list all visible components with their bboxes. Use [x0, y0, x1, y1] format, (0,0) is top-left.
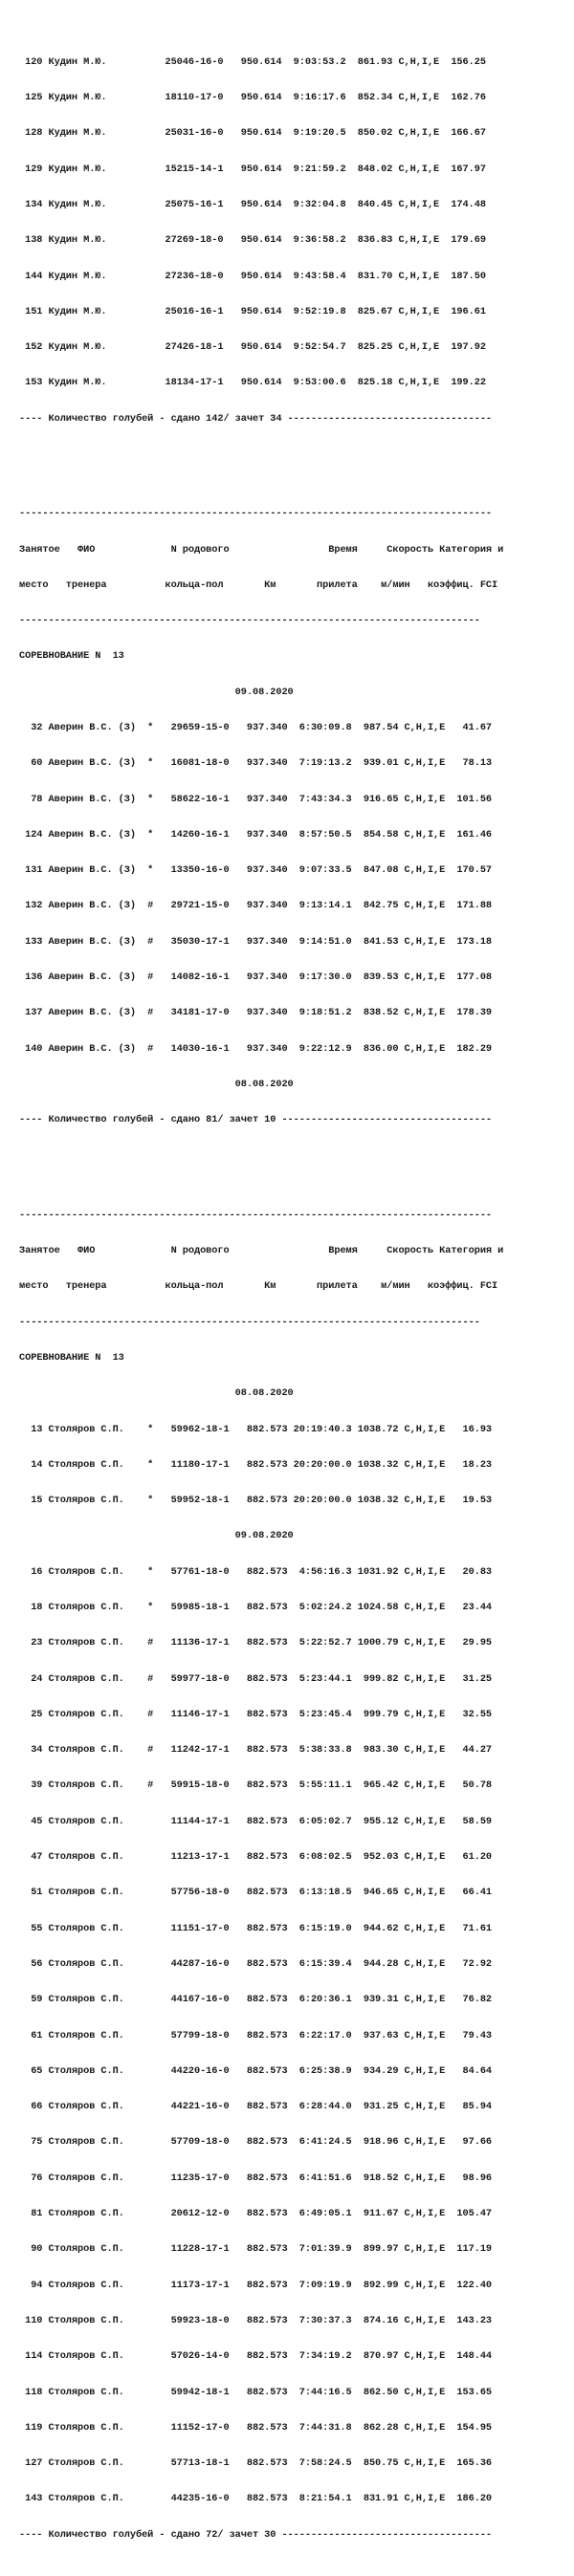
table-row: 47 Столяров С.П. 11213-17-1 882.573 6:08:02.5 952.03 C,H,I,E 61.20 [19, 1851, 493, 1864]
date-line: 09.08.2020 [19, 1530, 294, 1542]
table-row: 39 Столяров С.П. # 59915-18-0 882.573 5:55:11.1 965.42 C,H,I,E 50.78 [19, 1779, 493, 1792]
table-row: 114 Столяров С.П. 57026-14-0 882.573 7:34:19.2 870.97 C,H,I,E 148.44 [19, 2350, 493, 2363]
table-row: 23 Столяров С.П. # 11136-17-1 882.573 5:22:52.7 1000.79 C,H,I,E 29.95 [19, 1637, 493, 1649]
column-header-line-2: место тренера кольца-пол Км прилета м/мин коэффиц. FCI [19, 1280, 498, 1293]
table-row: 16 Столяров С.П. * 57761-18-0 882.573 4:56:16.3 1031.92 C,H,I,E 20.83 [19, 1565, 493, 1578]
table-row: 13 Столяров С.П. * 59962-18-1 882.573 20:19:40.3 1038.72 C,H,I,E 16.93 [19, 1423, 493, 1435]
block-stolyarov [19, 1186, 503, 2565]
table-row: 18 Столяров С.П. * 59985-18-1 882.573 5:02:24.2 1024.58 C,H,I,E 23.44 [19, 1602, 493, 1613]
table-row: 110 Столяров С.П. 59923-18-0 882.573 7:30:37.3 874.16 C,H,I,E 143.23 [19, 2314, 493, 2326]
table-row: 32 Аверин В.С. (З) * 29659-15-0 937.340 6:30:09.8 987.54 C,H,I,E 41.67 [19, 721, 493, 733]
table-row: 140 Аверин В.С. (З) # 14030-16-1 937.340 9:22:12.9 836.00 C,H,I,E 182.29 [19, 1042, 493, 1055]
table-row: 133 Аверин В.С. (З) # 35030-17-1 937.340 9:14:51.0 841.53 C,H,I,E 173.18 [19, 935, 493, 948]
table-row: 14 Столяров С.П. * 11180-17-1 882.573 20:20:00.0 1038.32 C,H,I,E 18.23 [19, 1458, 493, 1471]
table-row: 25 Столяров С.П. # 11146-17-1 882.573 5:23:45.4 999.79 C,H,I,E 32.55 [19, 1708, 493, 1720]
table-row: 131 Аверин В.С. (З) * 13350-16-0 937.340 9:07:33.5 847.08 C,H,I,E 170.57 [19, 864, 493, 877]
table-row: 152 Кудин М.Ю. 27426-18-1 950.614 9:52:54.7 825.25 C,H,I,E 197.92 [19, 341, 486, 354]
table-row: 125 Кудин М.Ю. 18110-17-0 950.614 9:16:17.6 852.34 C,H,I,E 162.76 [19, 92, 486, 104]
results-page [19, 9, 503, 2576]
table-row: 61 Столяров С.П. 57799-18-0 882.573 6:22:17.0 937.63 C,H,I,E 79.43 [19, 2029, 493, 2041]
table-row: 55 Столяров С.П. 11151-17-0 882.573 6:15:19.0 944.62 C,H,I,E 71.61 [19, 1922, 493, 1934]
table-row: 66 Столяров С.П. 44221-16-0 882.573 6:28:44.0 931.25 C,H,I,E 85.94 [19, 2101, 493, 2113]
column-header-line-2: место тренера кольца-пол Км прилета м/мин коэффиц. FCI [19, 579, 498, 591]
summary-line: ---- Количество голубей - сдано 142/ зачет 34 ----------------------------------- [19, 412, 493, 425]
table-row: 24 Столяров С.П. # 59977-18-0 882.573 5:23:44.1 999.82 C,H,I,E 31.25 [19, 1672, 493, 1685]
table-row: 128 Кудин М.Ю. 25031-16-0 950.614 9:19:20.5 850.02 C,H,I,E 166.67 [19, 127, 486, 140]
table-row: 60 Аверин В.С. (З) * 16081-18-0 937.340 7:19:13.2 939.01 C,H,I,E 78.13 [19, 757, 493, 770]
table-row: 151 Кудин М.Ю. 25016-16-1 950.614 9:52:19.8 825.67 C,H,I,E 196.61 [19, 305, 486, 317]
table-row: 65 Столяров С.П. 44220-16-0 882.573 6:25:38.9 934.29 C,H,I,E 84.64 [19, 2064, 493, 2077]
competition-title: СОРЕВНОВАНИЕ N 13 [19, 1351, 124, 1364]
column-header-line-1: Занятое ФИО N родового Время Скорость Категория и [19, 543, 504, 556]
table-row: 59 Столяров С.П. 44167-16-0 882.573 6:20:36.1 939.31 C,H,I,E 76.82 [19, 1994, 493, 2006]
table-row: 34 Столяров С.П. # 11242-17-1 882.573 5:38:33.8 983.30 C,H,I,E 44.27 [19, 1744, 493, 1757]
table-row: 137 Аверин В.С. (З) # 34181-17-0 937.340 9:18:51.2 838.52 C,H,I,E 178.39 [19, 1007, 493, 1019]
table-row: 118 Столяров С.П. 59942-18-1 882.573 7:44:16.5 862.50 C,H,I,E 153.65 [19, 2386, 493, 2398]
date-line: 09.08.2020 [19, 686, 294, 698]
summary-line: ---- Количество голубей - сдано 81/ зачет 10 ------------------------------------ [19, 1114, 493, 1126]
date-line: 08.08.2020 [19, 1387, 294, 1400]
table-row: 75 Столяров С.П. 57709-18-0 882.573 6:41:24.5 918.96 C,H,I,E 97.66 [19, 2136, 493, 2149]
separator-line: --------------------------------------------------------------------------------- [19, 508, 493, 520]
block-averin [19, 484, 503, 1149]
table-row: 134 Кудин М.Ю. 25075-16-1 950.614 9:32:04.8 840.45 C,H,I,E 174.48 [19, 198, 486, 210]
table-row: 15 Столяров С.П. * 59952-18-1 882.573 20:20:00.0 1038.32 C,H,I,E 19.53 [19, 1495, 493, 1507]
table-row: 153 Кудин М.Ю. 18134-17-1 950.614 9:53:00.6 825.18 C,H,I,E 199.22 [19, 377, 486, 389]
table-row: 132 Аверин В.С. (З) # 29721-15-0 937.340 9:13:14.1 842.75 C,H,I,E 171.88 [19, 900, 493, 912]
table-row: 136 Аверин В.С. (З) # 14082-16-1 937.340 9:17:30.0 839.53 C,H,I,E 177.08 [19, 971, 493, 984]
table-row: 94 Столяров С.П. 11173-17-1 882.573 7:09:19.9 892.99 C,H,I,E 122.40 [19, 2279, 493, 2291]
header-rule: ------------------------------------------------------------------------------- [19, 1316, 480, 1328]
table-row: 144 Кудин М.Ю. 27236-18-0 950.614 9:43:58.4 831.70 C,H,I,E 187.50 [19, 270, 486, 282]
table-row: 76 Столяров С.П. 11235-17-0 882.573 6:41:51.6 918.52 C,H,I,E 98.96 [19, 2172, 493, 2184]
table-row: 45 Столяров С.П. 11144-17-1 882.573 6:05:02.7 955.12 C,H,I,E 58.59 [19, 1815, 493, 1827]
separator-line: --------------------------------------------------------------------------------- [19, 1209, 493, 1221]
table-row: 56 Столяров С.П. 44287-16-0 882.573 6:15:39.4 944.28 C,H,I,E 72.92 [19, 1957, 493, 1970]
table-row: 138 Кудин М.Ю. 27269-18-0 950.614 9:36:58.2 836.83 C,H,I,E 179.69 [19, 234, 486, 247]
date-line: 08.08.2020 [19, 1078, 294, 1090]
table-row: 51 Столяров С.П. 57756-18-0 882.573 6:13:18.5 946.65 C,H,I,E 66.41 [19, 1887, 493, 1899]
table-row: 78 Аверин В.С. (З) * 58622-16-1 937.340 7:43:34.3 916.65 C,H,I,E 101.56 [19, 793, 493, 805]
table-row: 127 Столяров С.П. 57713-18-1 882.573 7:58:24.5 850.75 C,H,I,E 165.36 [19, 2457, 493, 2470]
table-row: 119 Столяров С.П. 11152-17-0 882.573 7:44:31.8 862.28 C,H,I,E 154.95 [19, 2421, 493, 2434]
summary-line: ---- Количество голубей - сдано 72/ зачет 30 ------------------------------------ [19, 2528, 493, 2541]
table-row: 129 Кудин М.Ю. 15215-14-1 950.614 9:21:59.2 848.02 C,H,I,E 167.97 [19, 163, 486, 175]
table-row: 120 Кудин М.Ю. 25046-16-0 950.614 9:03:53.2 861.93 C,H,I,E 156.25 [19, 55, 486, 68]
block-kudin [19, 33, 503, 448]
table-row: 81 Столяров С.П. 20612-12-0 882.573 6:49:05.1 911.67 C,H,I,E 105.47 [19, 2208, 493, 2220]
column-header-line-1: Занятое ФИО N родового Время Скорость Категория и [19, 1245, 504, 1257]
header-rule: ------------------------------------------------------------------------------- [19, 615, 480, 627]
table-row: 143 Столяров С.П. 44235-16-0 882.573 8:21:54.1 831.91 C,H,I,E 186.20 [19, 2493, 493, 2505]
table-row: 90 Столяров С.П. 11228-17-1 882.573 7:01:39.9 899.97 C,H,I,E 117.19 [19, 2243, 493, 2256]
competition-title: СОРЕВНОВАНИЕ N 13 [19, 650, 124, 663]
table-row: 124 Аверин В.С. (З) * 14260-16-1 937.340 8:57:50.5 854.58 C,H,I,E 161.46 [19, 828, 493, 840]
